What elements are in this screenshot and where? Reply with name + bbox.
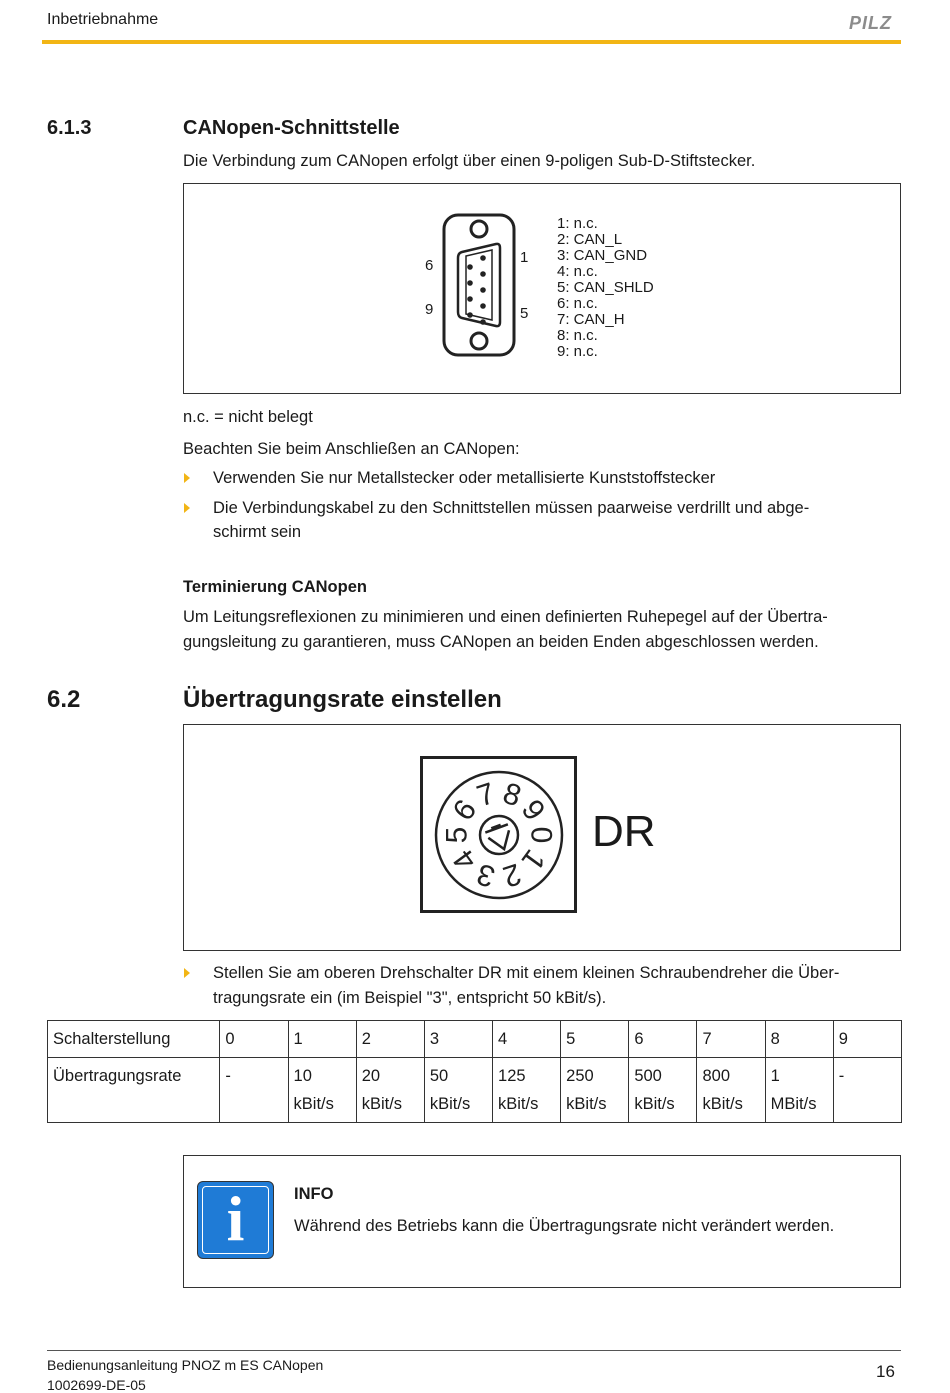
nc-note: n.c. = nicht belegt [183, 408, 313, 426]
rate-value: 20 [361, 1067, 381, 1085]
rate-unit: MBit/s [770, 1095, 817, 1113]
termination-text: gungsleitung zu garantieren, muss CANopen an beiden Enden abgeschlossen werden. [183, 633, 819, 651]
table-cell [493, 1058, 561, 1123]
dial-digit: 0 [524, 826, 558, 844]
section-intro: Die Verbindung zum CANopen erfolgt über einen 9-poligen Sub-D-Stiftstecker. [183, 152, 756, 170]
pin-label-6: 6 [425, 257, 434, 274]
termination-heading: Terminierung CANopen [183, 578, 367, 596]
rate-value: 10 [293, 1067, 312, 1085]
info-box [183, 1155, 901, 1288]
table-cell: 8 [765, 1021, 833, 1058]
rotary-switch-figure [183, 724, 901, 951]
table-cell: 4 [493, 1021, 561, 1058]
pilz-logo [849, 14, 901, 37]
pin-label-1: 1 [520, 249, 529, 266]
pin-assignment: 9: n.c. [557, 343, 598, 360]
info-icon-letter: i [226, 1183, 245, 1254]
rate-unit: kBit/s [498, 1095, 539, 1113]
rate-value: 1 [770, 1067, 780, 1085]
table-header-cell: Schalterstellung [48, 1021, 220, 1058]
dial-digit: 5 [440, 826, 474, 844]
pin-label-5: 5 [520, 305, 529, 322]
page-number: 16 [876, 1362, 895, 1381]
table-cell [833, 1058, 901, 1123]
rate-unit: kBit/s [566, 1095, 607, 1113]
footer-rule [47, 1350, 901, 1351]
rate-unit: kBit/s [361, 1095, 403, 1113]
rate-value: - [838, 1067, 845, 1085]
instruction-text: Stellen Sie am oberen Drehschalter DR mit einem kleinen Schraubendreher die Über- [213, 964, 840, 982]
dial-digit: 4 [446, 843, 484, 877]
rate-value: 800 [702, 1067, 731, 1085]
pin-assignment: 3: CAN_GND [557, 247, 648, 264]
pin-label-9: 9 [425, 301, 434, 318]
footer-doc-title: Bedienungsanleitung PNOZ m ES CANopen [47, 1357, 324, 1373]
table-cell [765, 1058, 833, 1123]
info-heading: INFO [294, 1185, 334, 1203]
attention-text: Beachten Sie beim Anschließen an CANopen: [183, 440, 520, 458]
info-icon [197, 1181, 274, 1259]
table-cell: 6 [629, 1021, 697, 1058]
table-header-cell: Übertragungsrate [48, 1058, 220, 1123]
table-cell: 7 [697, 1021, 765, 1058]
pin-assignment: 2: CAN_L [557, 231, 623, 248]
logo-text: PILZ [849, 14, 892, 32]
rate-value: - [225, 1067, 231, 1085]
pin-assignment: 4: n.c. [557, 263, 598, 280]
info-text: Während des Betriebs kann die Übertragungsrate nicht verändert werden. [294, 1217, 835, 1235]
footer-doc-number: 1002699-DE-05 [47, 1377, 146, 1393]
table-cell [424, 1058, 492, 1123]
rate-value: 500 [634, 1067, 662, 1085]
rate-value: 50 [429, 1067, 449, 1085]
bullet-arrow-icon [184, 968, 190, 978]
pin-assignment: 5: CAN_SHLD [557, 279, 654, 296]
dial-digit: 2 [498, 856, 526, 894]
table-cell [356, 1058, 424, 1123]
termination-text: Um Leitungsreflexionen zu minimieren und einen definierten Ruhepegel auf der Übertra- [183, 608, 828, 626]
table-cell: 0 [220, 1021, 288, 1058]
rotary-dial-icon [424, 760, 574, 910]
bullet-arrow-icon [184, 503, 190, 513]
table-cell: 1 [288, 1021, 356, 1058]
dial-digit: 9 [514, 793, 552, 827]
table-cell: 5 [561, 1021, 629, 1058]
rate-unit: kBit/s [634, 1095, 675, 1113]
rate-unit: kBit/s [293, 1095, 334, 1113]
dial-digit: 1 [514, 843, 552, 877]
connector-figure [183, 183, 901, 394]
rate-unit: kBit/s [702, 1095, 743, 1113]
table-cell [220, 1058, 288, 1123]
table-row [48, 1021, 902, 1058]
table-cell: 2 [356, 1021, 424, 1058]
rate-value: 125 [498, 1067, 526, 1085]
section-title: Übertragungsrate einstellen [183, 686, 502, 713]
table-cell: 9 [833, 1021, 901, 1058]
dial-digit: 7 [472, 776, 500, 814]
table-cell [629, 1058, 697, 1123]
rate-value: 250 [566, 1067, 594, 1085]
table-cell [697, 1058, 765, 1123]
pin-assignment-list [557, 216, 654, 360]
section-number: 6.1.3 [47, 117, 92, 139]
pin-assignment: 8: n.c. [557, 327, 598, 344]
dial-digit: 3 [472, 856, 500, 894]
table-row [48, 1058, 902, 1123]
bullet-item: Verwenden Sie nur Metallstecker oder metallisierte Kunststoffstecker [213, 469, 716, 487]
switch-label-dr: DR [592, 807, 656, 856]
header-rule [42, 40, 901, 44]
rate-unit: kBit/s [429, 1095, 471, 1113]
pin-assignment: 6: n.c. [557, 295, 598, 312]
section-title: CANopen-Schnittstelle [183, 117, 400, 139]
pin-assignment: 7: CAN_H [557, 311, 625, 328]
table-cell: 3 [424, 1021, 492, 1058]
instruction-text: tragungsrate ein (im Beispiel "3", entspricht 50 kBit/s). [213, 989, 607, 1007]
dial-digit: 8 [498, 776, 526, 814]
dial-digit: 6 [446, 793, 484, 827]
transfer-rate-table [47, 1020, 902, 1123]
table-cell [288, 1058, 356, 1123]
bullet-item-continuation: schirmt sein [213, 523, 302, 541]
pin-assignment: 1: n.c. [557, 215, 598, 232]
bullet-item: Die Verbindungskabel zu den Schnittstellen müssen paarweise verdrillt und abge- [213, 499, 810, 517]
header-section-title: Inbetriebnahme [47, 11, 159, 28]
bullet-arrow-icon [184, 473, 190, 483]
table-cell [561, 1058, 629, 1123]
sub-d-connector-icon [424, 212, 534, 362]
section-number: 6.2 [47, 686, 81, 713]
